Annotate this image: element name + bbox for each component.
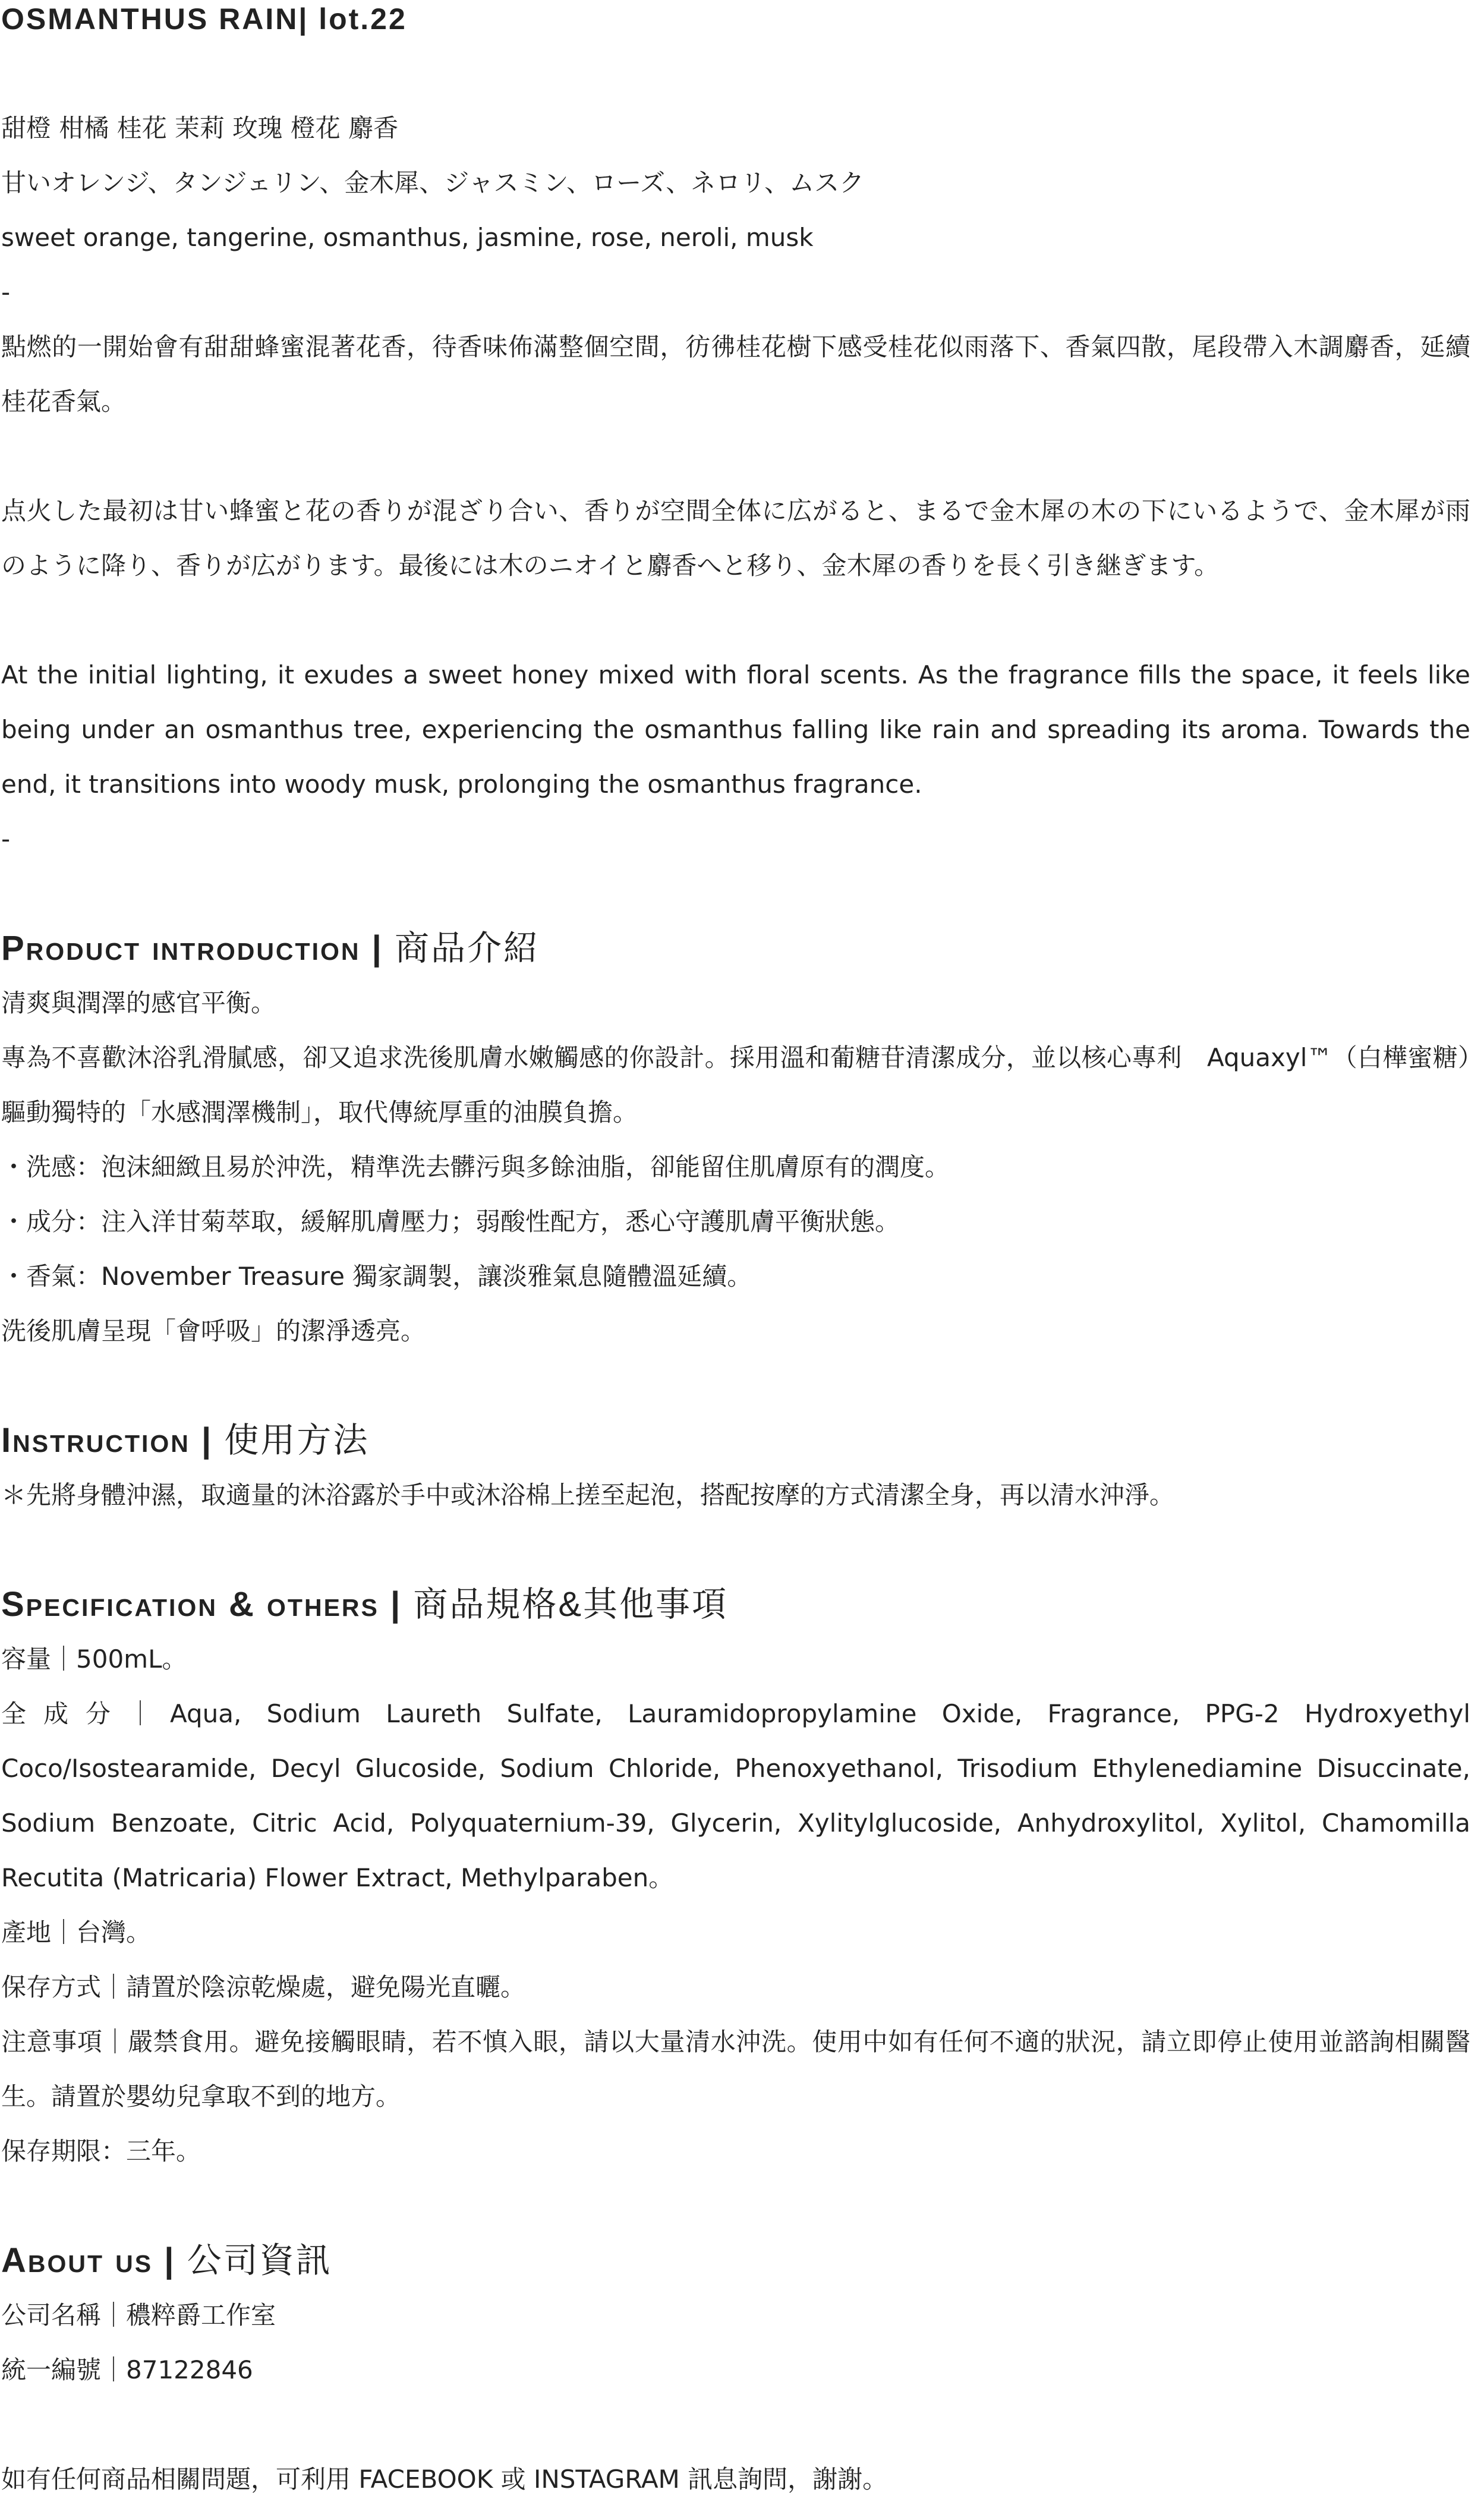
description-en: At the initial lighting, it exudes a sweet honey mixed with floral scents. As the fragrance fills the space, it feels like being under an osmanthus tree, experiencing the osmanthus falling like rain and spreading its aroma. Towards the end, it transitions into woody musk, prolonging the osmanthus fragrance. <box>1 660 1470 799</box>
spacer <box>1 867 1470 921</box>
spacer <box>1 593 1470 648</box>
instruction-heading: Instruction | 使用方法 <box>1 1421 370 1460</box>
intro-line: 洗後肌膚呈現「會呼吸」的潔淨透亮。 <box>1 1316 426 1346</box>
spacer <box>1 1523 1470 1577</box>
spacer <box>1 2397 1470 2452</box>
spacer <box>1 1359 1470 1413</box>
spec-capacity: 容量｜500mL。 <box>1 1644 187 1674</box>
intro-line: 專為不喜歡沐浴乳滑膩感，卻又追求洗後肌膚水嫩觸感的你設計。採用溫和葡糖苷清潔成分，並以核心專利 Aquaxyl™（白樺蜜糖）驅動獨特的「水感潤澤機制」，取代傳統厚重的油膜負擔。 <box>1 1043 1470 1127</box>
description-ja: 点火した最初は甘い蜂蜜と花の香りが混ざり合い、香りが空間全体に広がると、まるで金木犀の木の下にいるようで、金木犀が雨のように降り、香りが広がります。最後には木のニオイと麝香へと移り、金木犀の香りを長く引き継ぎます。 <box>1 496 1470 580</box>
product-title: OSMANTHUS RAIN| lot.22 <box>1 2 407 36</box>
spec-storage: 保存方式｜請置於陰涼乾燥處，避免陽光直曬。 <box>1 1973 526 2002</box>
spec-origin: 產地｜台灣。 <box>1 1918 152 1947</box>
specification-heading: Specification & others | 商品規格&其他事項 <box>1 1585 729 1624</box>
about-heading: About us | 公司資訊 <box>1 2241 332 2280</box>
contact-note: 如有任何商品相關問題，可利用 FACEBOOK 或 INSTAGRAM 訊息詢問，謝謝。 <box>1 2465 888 2494</box>
spec-shelf-life: 保存期限：三年。 <box>1 2137 201 2166</box>
description-zh: 點燃的一開始會有甜甜蜂蜜混著花香，待香味佈滿整個空間，彷彿桂花樹下感受桂花似雨落下、香氣四散，尾段帶入木調麝香，延續桂花香氣。 <box>1 332 1470 416</box>
about-tax-id: 統一編號｜87122846 <box>1 2355 253 2384</box>
notes-ja: 甘いオレンジ、タンジェリン、金木犀、ジャスミン、ローズ、ネロリ、ムスク <box>1 168 865 197</box>
instruction-text: ＊先將身體沖濕，取適量的沐浴露於手中或沐浴棉上搓至起泡，搭配按摩的方式清潔全身，再以清水沖淨。 <box>1 1480 1175 1510</box>
divider-dash: - <box>1 278 11 307</box>
notes-zh: 甜橙 柑橘 桂花 茉莉 玫瑰 橙花 麝香 <box>1 114 399 143</box>
spec-caution: 注意事項｜嚴禁食用。避免接觸眼睛，若不慎入眼，請以大量清水沖洗。使用中如有任何不適的狀況，請立即停止使用並諮詢相關醫生。請置於嬰幼兒拿取不到的地方。 <box>1 2027 1470 2111</box>
spec-ingredients: 全成分｜Aqua, Sodium Laureth Sulfate, Lauramidopropylamine Oxide, Fragrance, PPG-2 Hydroxyethyl Coco/Isostearamide, Decyl Glucoside, Sodium Chloride, Phenoxyethanol, Trisodium Ethylenediamine Disuccinate, Sodium Benzoate, Citric Acid, Polyquaternium-39, Glycerin, Xylitylglucoside, Anhydroxylitol, Xylitol, Chamomilla Recutita (Matricaria) Flower Extract, Methylparaben。 <box>1 1699 1470 1892</box>
product-intro-heading: Product introduction | 商品介紹 <box>1 929 540 968</box>
about-company: 公司名稱｜穠粹爵工作室 <box>1 2301 276 2330</box>
intro-line: ・成分：注入洋甘菊萃取，緩解肌膚壓力；弱酸性配方，悉心守護肌膚平衡狀態。 <box>1 1207 900 1236</box>
spacer <box>1 2179 1470 2233</box>
intro-line: ・香氣：November Treasure 獨家調製，讓淡雅氣息隨體溫延續。 <box>1 1262 752 1291</box>
spacer <box>1 429 1470 484</box>
divider-dash: - <box>1 824 11 853</box>
intro-line: 清爽與潤澤的感官平衡。 <box>1 988 276 1017</box>
intro-line: ・洗感：泡沫細緻且易於沖洗，精準洗去髒污與多餘油脂，卻能留住肌膚原有的潤度。 <box>1 1152 950 1181</box>
notes-en: sweet orange, tangerine, osmanthus, jasmine, rose, neroli, musk <box>1 223 814 252</box>
